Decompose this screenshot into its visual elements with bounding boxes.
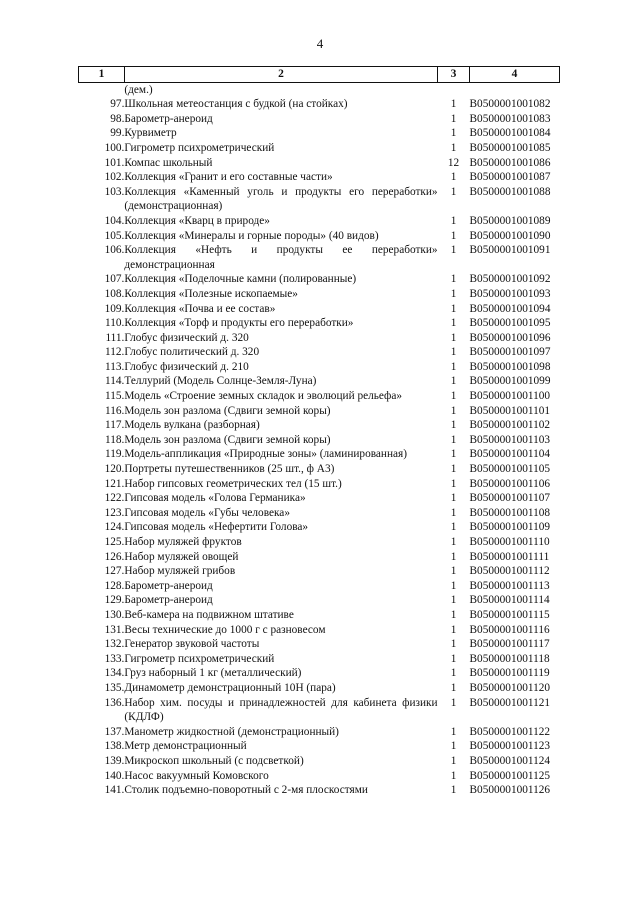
row-number: 117. — [105, 419, 125, 432]
table-row — [79, 623, 560, 638]
table-row — [79, 141, 560, 156]
row-number: 134. — [104, 667, 125, 680]
item-quantity: 1 — [450, 769, 457, 782]
item-quantity: 1 — [450, 667, 457, 680]
item-name: Курвиметр — [124, 127, 177, 140]
inventory-code: B0500001001097 — [469, 346, 551, 359]
item-quantity: 1 — [450, 725, 457, 738]
item-name: Набор хим. посуды и принадлежностей для кабинета физики (КДЛФ) — [124, 696, 438, 724]
inventory-code: B0500001001085 — [469, 141, 551, 154]
table-row — [79, 126, 560, 141]
table-row — [79, 754, 560, 769]
item-quantity: 1 — [450, 360, 457, 373]
inventory-code: B0500001001119 — [469, 667, 550, 680]
inventory-code: B0500001001116 — [469, 623, 550, 636]
row-number: 102. — [104, 171, 125, 184]
table-row — [79, 725, 560, 740]
table-row — [79, 593, 560, 608]
inventory-code: B0500001001110 — [469, 536, 550, 548]
item-name: Барометр-анероид — [124, 594, 213, 607]
inventory-code: B0500001001108 — [469, 506, 551, 519]
inventory-code: B0500001001091 — [469, 244, 551, 257]
row-number: 116. — [105, 404, 125, 417]
item-quantity: 1 — [450, 696, 457, 709]
row-number: 123. — [104, 506, 125, 519]
row-number: 120. — [104, 463, 125, 476]
inventory-code: B0500001001100 — [469, 390, 551, 403]
item-quantity: 1 — [450, 506, 457, 519]
inventory-code: B0500001001088 — [469, 185, 551, 198]
row-number: 140. — [104, 769, 125, 782]
item-name: Гипсовая модель «Губы человека» — [124, 506, 290, 519]
inventory-code: B0500001001082 — [469, 98, 551, 111]
item-quantity: 1 — [450, 492, 457, 505]
inventory-code: B0500001001086 — [469, 156, 551, 169]
row-number: 139. — [104, 754, 125, 767]
table-row — [79, 696, 560, 725]
table-row — [79, 229, 560, 244]
row-number: 119. — [105, 448, 125, 461]
table-row — [79, 447, 560, 462]
item-name: Столик подъемно-поворотный с 2-мя плоскостями — [124, 784, 368, 797]
column-header-quantity: 3 — [438, 67, 470, 83]
inventory-code: B0500001001098 — [469, 360, 551, 373]
table-row — [79, 608, 560, 623]
inventory-code: B0500001001125 — [469, 769, 551, 782]
item-name: Модель-аппликация «Природные зоны» (ламинированная) — [124, 448, 407, 461]
row-number: 136. — [104, 696, 125, 709]
item-name: Груз наборный 1 кг (металлический) — [124, 667, 302, 680]
row-number: 121. — [104, 477, 125, 490]
inventory-code: B0500001001105 — [469, 463, 551, 476]
table-row — [79, 360, 560, 375]
item-quantity: 1 — [450, 302, 457, 315]
item-quantity: 1 — [450, 331, 457, 344]
row-number: 126. — [104, 550, 125, 563]
table-row — [79, 739, 560, 754]
item-name: Компас школьный — [124, 156, 213, 169]
item-name: Набор муляжей фруктов — [124, 536, 242, 548]
item-name: Глобус политический д. 320 — [124, 346, 260, 359]
table-row — [79, 243, 560, 272]
table-row — [79, 637, 560, 652]
item-name: Весы технические до 1000 г с разновесом — [124, 623, 326, 636]
item-name: Модель зон разлома (Сдвиги земной коры) — [124, 433, 331, 446]
column-header-code: 4 — [470, 67, 560, 83]
item-quantity: 1 — [450, 565, 457, 578]
inventory-code: B0500001001114 — [469, 594, 550, 607]
row-number: 114. — [105, 375, 125, 388]
inventory-code: B0500001001112 — [469, 565, 550, 578]
item-quantity: 1 — [450, 623, 457, 636]
inventory-code: B0500001001093 — [469, 287, 551, 300]
item-name: Барометр-анероид — [124, 579, 213, 592]
item-quantity: 1 — [450, 287, 457, 300]
item-name: Глобус физический д. 210 — [124, 360, 249, 373]
item-quantity: 1 — [450, 127, 457, 140]
inventory-code: B0500001001092 — [469, 273, 551, 286]
row-number: 131. — [104, 623, 125, 636]
item-quantity: 1 — [450, 550, 457, 563]
table-row — [79, 287, 560, 302]
row-number: 109. — [104, 302, 125, 315]
item-quantity: 1 — [450, 521, 457, 534]
inventory-code: B0500001001096 — [469, 331, 551, 344]
item-quantity: 1 — [450, 433, 457, 446]
item-quantity: 1 — [450, 214, 457, 227]
item-quantity: 1 — [450, 638, 457, 651]
column-header-name: 2 — [124, 67, 437, 83]
item-name: Коллекция «Каменный уголь и продукты его переработки» (демонстрационная) — [124, 185, 438, 213]
inventory-code: B0500001001099 — [469, 375, 551, 388]
table-row — [79, 185, 560, 214]
item-name: Коллекция «Гранит и его составные части» — [124, 171, 333, 184]
item-quantity: 1 — [450, 594, 457, 607]
item-quantity: 1 — [450, 608, 457, 621]
item-name: Теллурий (Модель Солнце-Земля-Луна) — [124, 375, 317, 388]
inventory-code: B0500001001084 — [469, 127, 551, 140]
table-row — [79, 316, 560, 331]
table-row — [79, 477, 560, 492]
inventory-code: B0500001001101 — [469, 404, 551, 417]
inventory-code: B0500001001115 — [469, 608, 550, 621]
item-quantity: 1 — [450, 317, 457, 330]
inventory-code: B0500001001122 — [469, 725, 551, 738]
inventory-code: B0500001001121 — [469, 696, 551, 709]
inventory-code: B0500001001123 — [469, 740, 551, 753]
inventory-code: B0500001001083 — [469, 112, 551, 125]
item-name: Школьная метеостанция с будкой (на стойках) — [124, 98, 348, 111]
item-quantity: 1 — [450, 244, 457, 257]
table-row — [79, 345, 560, 360]
item-quantity: 1 — [450, 463, 457, 476]
row-number: 133. — [104, 652, 125, 665]
row-number: 124. — [104, 521, 125, 534]
inventory-code: B0500001001102 — [469, 419, 551, 432]
row-number: 105. — [104, 229, 125, 242]
table-row — [79, 97, 560, 112]
item-name: Коллекция «Минералы и горные породы» (40 видов) — [124, 229, 379, 242]
inventory-code: B0500001001113 — [469, 579, 550, 592]
row-number: 130. — [104, 608, 125, 621]
inventory-code: B0500001001087 — [469, 171, 551, 184]
item-name: Генератор звуковой частоты — [124, 638, 260, 651]
inventory-code: B0500001001104 — [469, 448, 551, 461]
item-quantity: 12 — [447, 156, 460, 169]
table-row — [79, 156, 560, 171]
row-number: 101. — [104, 156, 125, 169]
column-header-number: 1 — [79, 67, 125, 83]
inventory-code: B0500001001124 — [469, 754, 551, 767]
row-number: 128. — [104, 579, 125, 592]
table-row — [79, 506, 560, 521]
table-row — [79, 666, 560, 681]
row-number: 107. — [104, 273, 125, 286]
row-number: 122. — [104, 492, 125, 505]
row-number: 129. — [104, 594, 125, 607]
table-row — [79, 520, 560, 535]
item-name: Модель зон разлома (Сдвиги земной коры) — [124, 404, 331, 417]
table-row — [79, 681, 560, 696]
item-quantity: 1 — [450, 419, 457, 432]
table-row — [79, 433, 560, 448]
inventory-code: B0500001001118 — [469, 652, 550, 665]
table-row — [79, 579, 560, 594]
item-quantity: 1 — [450, 404, 457, 417]
row-number: 127. — [104, 565, 125, 578]
row-number: 141. — [104, 784, 125, 797]
item-quantity: 1 — [450, 448, 457, 461]
row-number: 98. — [110, 112, 125, 125]
page-number: 4 — [316, 36, 324, 51]
item-name: Коллекция «Кварц в природе» — [124, 214, 270, 227]
item-name: Набор гипсовых геометрических тел (15 шт.) — [124, 477, 342, 490]
row-number: 135. — [104, 681, 125, 694]
item-name: Коллекция «Поделочные камни (полированные) — [124, 273, 357, 286]
row-number: 118. — [105, 433, 125, 446]
row-number: 112. — [105, 346, 125, 359]
item-name: Коллекция «Торф и продукты его переработки» — [124, 317, 354, 330]
row-number: 115. — [105, 390, 125, 403]
item-quantity: 1 — [450, 536, 457, 548]
row-number: 97. — [110, 98, 125, 111]
item-quantity: 1 — [450, 784, 457, 797]
row-number: 125. — [104, 536, 125, 548]
item-name: Метр демонстрационный — [124, 740, 247, 753]
item-quantity: 1 — [450, 390, 457, 403]
item-name: Микроскоп школьный (с подсветкой) — [124, 754, 304, 767]
table-row — [79, 374, 560, 389]
table-header-row — [79, 67, 560, 83]
item-name: Манометр жидкостной (демонстрационный) — [124, 725, 339, 738]
item-name: Гипсовая модель «Голова Германика» — [124, 492, 306, 505]
row-number: 113. — [105, 360, 125, 373]
table-row — [79, 389, 560, 404]
item-quantity: 1 — [450, 229, 457, 242]
item-quantity: 1 — [450, 754, 457, 767]
table-row — [79, 404, 560, 419]
table-row — [79, 535, 560, 550]
row-number: 110. — [105, 317, 125, 330]
inventory-code: B0500001001126 — [469, 784, 551, 797]
inventory-code: B0500001001120 — [469, 681, 551, 694]
continuation-text: (дем.) — [124, 83, 153, 96]
item-name: Барометр-анероид — [124, 112, 213, 125]
item-name: Набор муляжей овощей — [124, 550, 239, 563]
row-number: 104. — [104, 214, 125, 227]
item-name: Глобус физический д. 320 — [124, 331, 249, 344]
item-quantity: 1 — [450, 375, 457, 388]
item-name: Динамометр демонстрационный 10Н (пара) — [124, 681, 336, 694]
item-name: Насос вакуумный Комовского — [124, 769, 269, 782]
table-row — [79, 564, 560, 579]
table-row — [79, 418, 560, 433]
table-row — [79, 491, 560, 506]
item-quantity: 1 — [450, 112, 457, 125]
inventory-table — [78, 66, 560, 798]
item-name: Набор муляжей грибов — [124, 565, 236, 578]
table-row — [79, 331, 560, 346]
inventory-code: B0500001001117 — [469, 638, 550, 651]
item-name: Коллекция «Почва и ее состав» — [124, 302, 276, 315]
table-row — [79, 302, 560, 317]
inventory-code: B0500001001090 — [469, 229, 551, 242]
item-name: Модель вулкана (разборная) — [124, 419, 260, 432]
item-name: Коллекция «Полезные ископаемые» — [124, 287, 298, 300]
row-number: 99. — [110, 127, 125, 140]
inventory-code: B0500001001109 — [469, 521, 551, 534]
table-row — [79, 214, 560, 229]
row-number: 108. — [104, 287, 125, 300]
item-name: Портреты путешественников (25 шт., ф А3) — [124, 463, 335, 476]
table-row — [79, 112, 560, 127]
item-name: Гигрометр психрометрический — [124, 141, 275, 154]
row-number: 132. — [104, 638, 125, 651]
item-quantity: 1 — [450, 98, 457, 111]
item-quantity: 1 — [450, 185, 457, 198]
item-name: Модель «Строение земных складок и эволюций рельефа» — [124, 390, 403, 403]
item-quantity: 1 — [450, 273, 457, 286]
item-quantity: 1 — [450, 681, 457, 694]
item-name: Гигрометр психрометрический — [124, 652, 275, 665]
table-row — [79, 769, 560, 784]
continuation-row — [79, 82, 560, 97]
item-quantity: 1 — [450, 579, 457, 592]
inventory-code: B0500001001106 — [469, 477, 551, 490]
inventory-code: B0500001001111 — [469, 550, 550, 563]
table-row — [79, 462, 560, 477]
item-name: Гипсовая модель «Нефертити Голова» — [124, 521, 309, 534]
item-quantity: 1 — [450, 477, 457, 490]
row-number: 138. — [104, 740, 125, 753]
inventory-code: B0500001001107 — [469, 492, 551, 505]
inventory-code: B0500001001103 — [469, 433, 551, 446]
table-row — [79, 783, 560, 798]
row-number: 106. — [104, 244, 125, 257]
item-name: Коллекция «Нефть и продукты ее переработки» демонстрационная — [124, 244, 438, 271]
item-quantity: 1 — [450, 346, 457, 359]
inventory-code: B0500001001094 — [469, 302, 551, 315]
table-row — [79, 272, 560, 287]
table-row — [79, 170, 560, 185]
item-quantity: 1 — [450, 652, 457, 665]
row-number: 137. — [104, 725, 125, 738]
row-number: 103. — [104, 185, 125, 198]
inventory-code: B0500001001095 — [469, 317, 551, 330]
table-row — [79, 652, 560, 667]
inventory-code: B0500001001089 — [469, 214, 551, 227]
item-name: Веб-камера на подвижном штативе — [124, 608, 294, 621]
item-quantity: 1 — [450, 141, 457, 154]
table-row — [79, 550, 560, 565]
row-number: 100. — [104, 141, 125, 154]
item-quantity: 1 — [450, 740, 457, 753]
item-quantity: 1 — [450, 171, 457, 184]
row-number: 111. — [105, 331, 125, 344]
